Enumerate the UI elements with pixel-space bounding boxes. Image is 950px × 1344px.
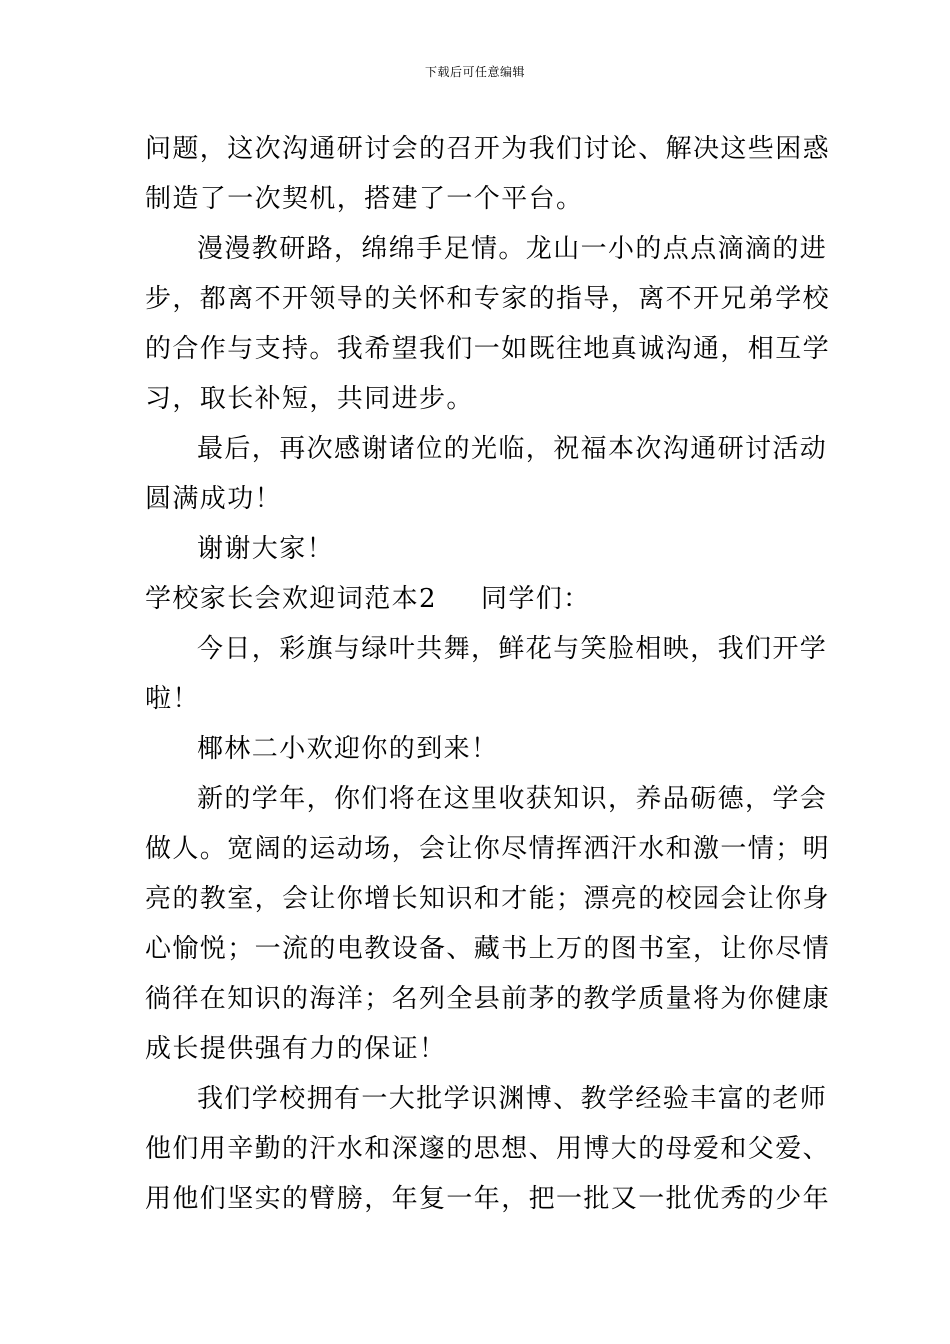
paragraph-line: 谢谢大家！	[197, 534, 335, 564]
paragraph-line: 亮的教室，会让你增长知识和才能；漂亮的校园会让你身	[145, 884, 831, 914]
section-title: 学校家长会欢迎词范本2	[145, 584, 437, 614]
paragraph-line: 新的学年，你们将在这里收获知识，养品砺德，学会	[197, 784, 828, 814]
paragraph-line: 椰林二小欢迎你的到来！	[197, 734, 499, 764]
paragraph-line: 圆满成功！	[145, 484, 283, 514]
greeting: 同学们：	[480, 584, 591, 614]
paragraph-line: 步，都离不开领导的关怀和专家的指导，离不开兄弟学校	[145, 284, 831, 314]
paragraph-line: 的合作与支持。我希望我们一如既往地真诚沟通，相互学	[145, 334, 831, 364]
paragraph-line: 他们用辛勤的汗水和深邃的思想、用博大的母爱和父爱、	[145, 1134, 831, 1164]
paragraph-line: 徜徉在知识的海洋；名列全县前茅的教学质量将为你健康	[145, 984, 831, 1014]
paragraph-line: 今日，彩旗与绿叶共舞，鲜花与笑脸相映，我们开学	[197, 634, 828, 664]
paragraph-line: 最后，再次感谢诸位的光临，祝福本次沟通研讨活动	[197, 434, 828, 464]
paragraph-line: 习，取长补短，共同进步。	[145, 384, 474, 414]
paragraph-line: 漫漫教研路，绵绵手足情。龙山一小的点点滴滴的进	[197, 234, 828, 264]
paragraph-line: 制造了一次契机，搭建了一个平台。	[145, 184, 584, 214]
paragraph-line: 心愉悦；一流的电教设备、藏书上万的图书室，让你尽情	[145, 934, 831, 964]
paragraph-line: 用他们坚实的臂膀，年复一年，把一批又一批优秀的少年	[145, 1184, 831, 1214]
paragraph-line: 做人。宽阔的运动场，会让你尽情挥洒汗水和激一情；明	[145, 834, 831, 864]
section-title-line	[145, 582, 591, 616]
paragraph-line: 成长提供强有力的保证！	[145, 1034, 447, 1064]
paragraph-line: 我们学校拥有一大批学识渊博、教学经验丰富的老师	[197, 1084, 828, 1114]
page-header: 下载后可任意编辑	[424, 65, 525, 79]
paragraph-line: 问题，这次沟通研讨会的召开为我们讨论、解决这些困惑	[145, 134, 831, 164]
paragraph-line: 啦！	[145, 684, 200, 714]
